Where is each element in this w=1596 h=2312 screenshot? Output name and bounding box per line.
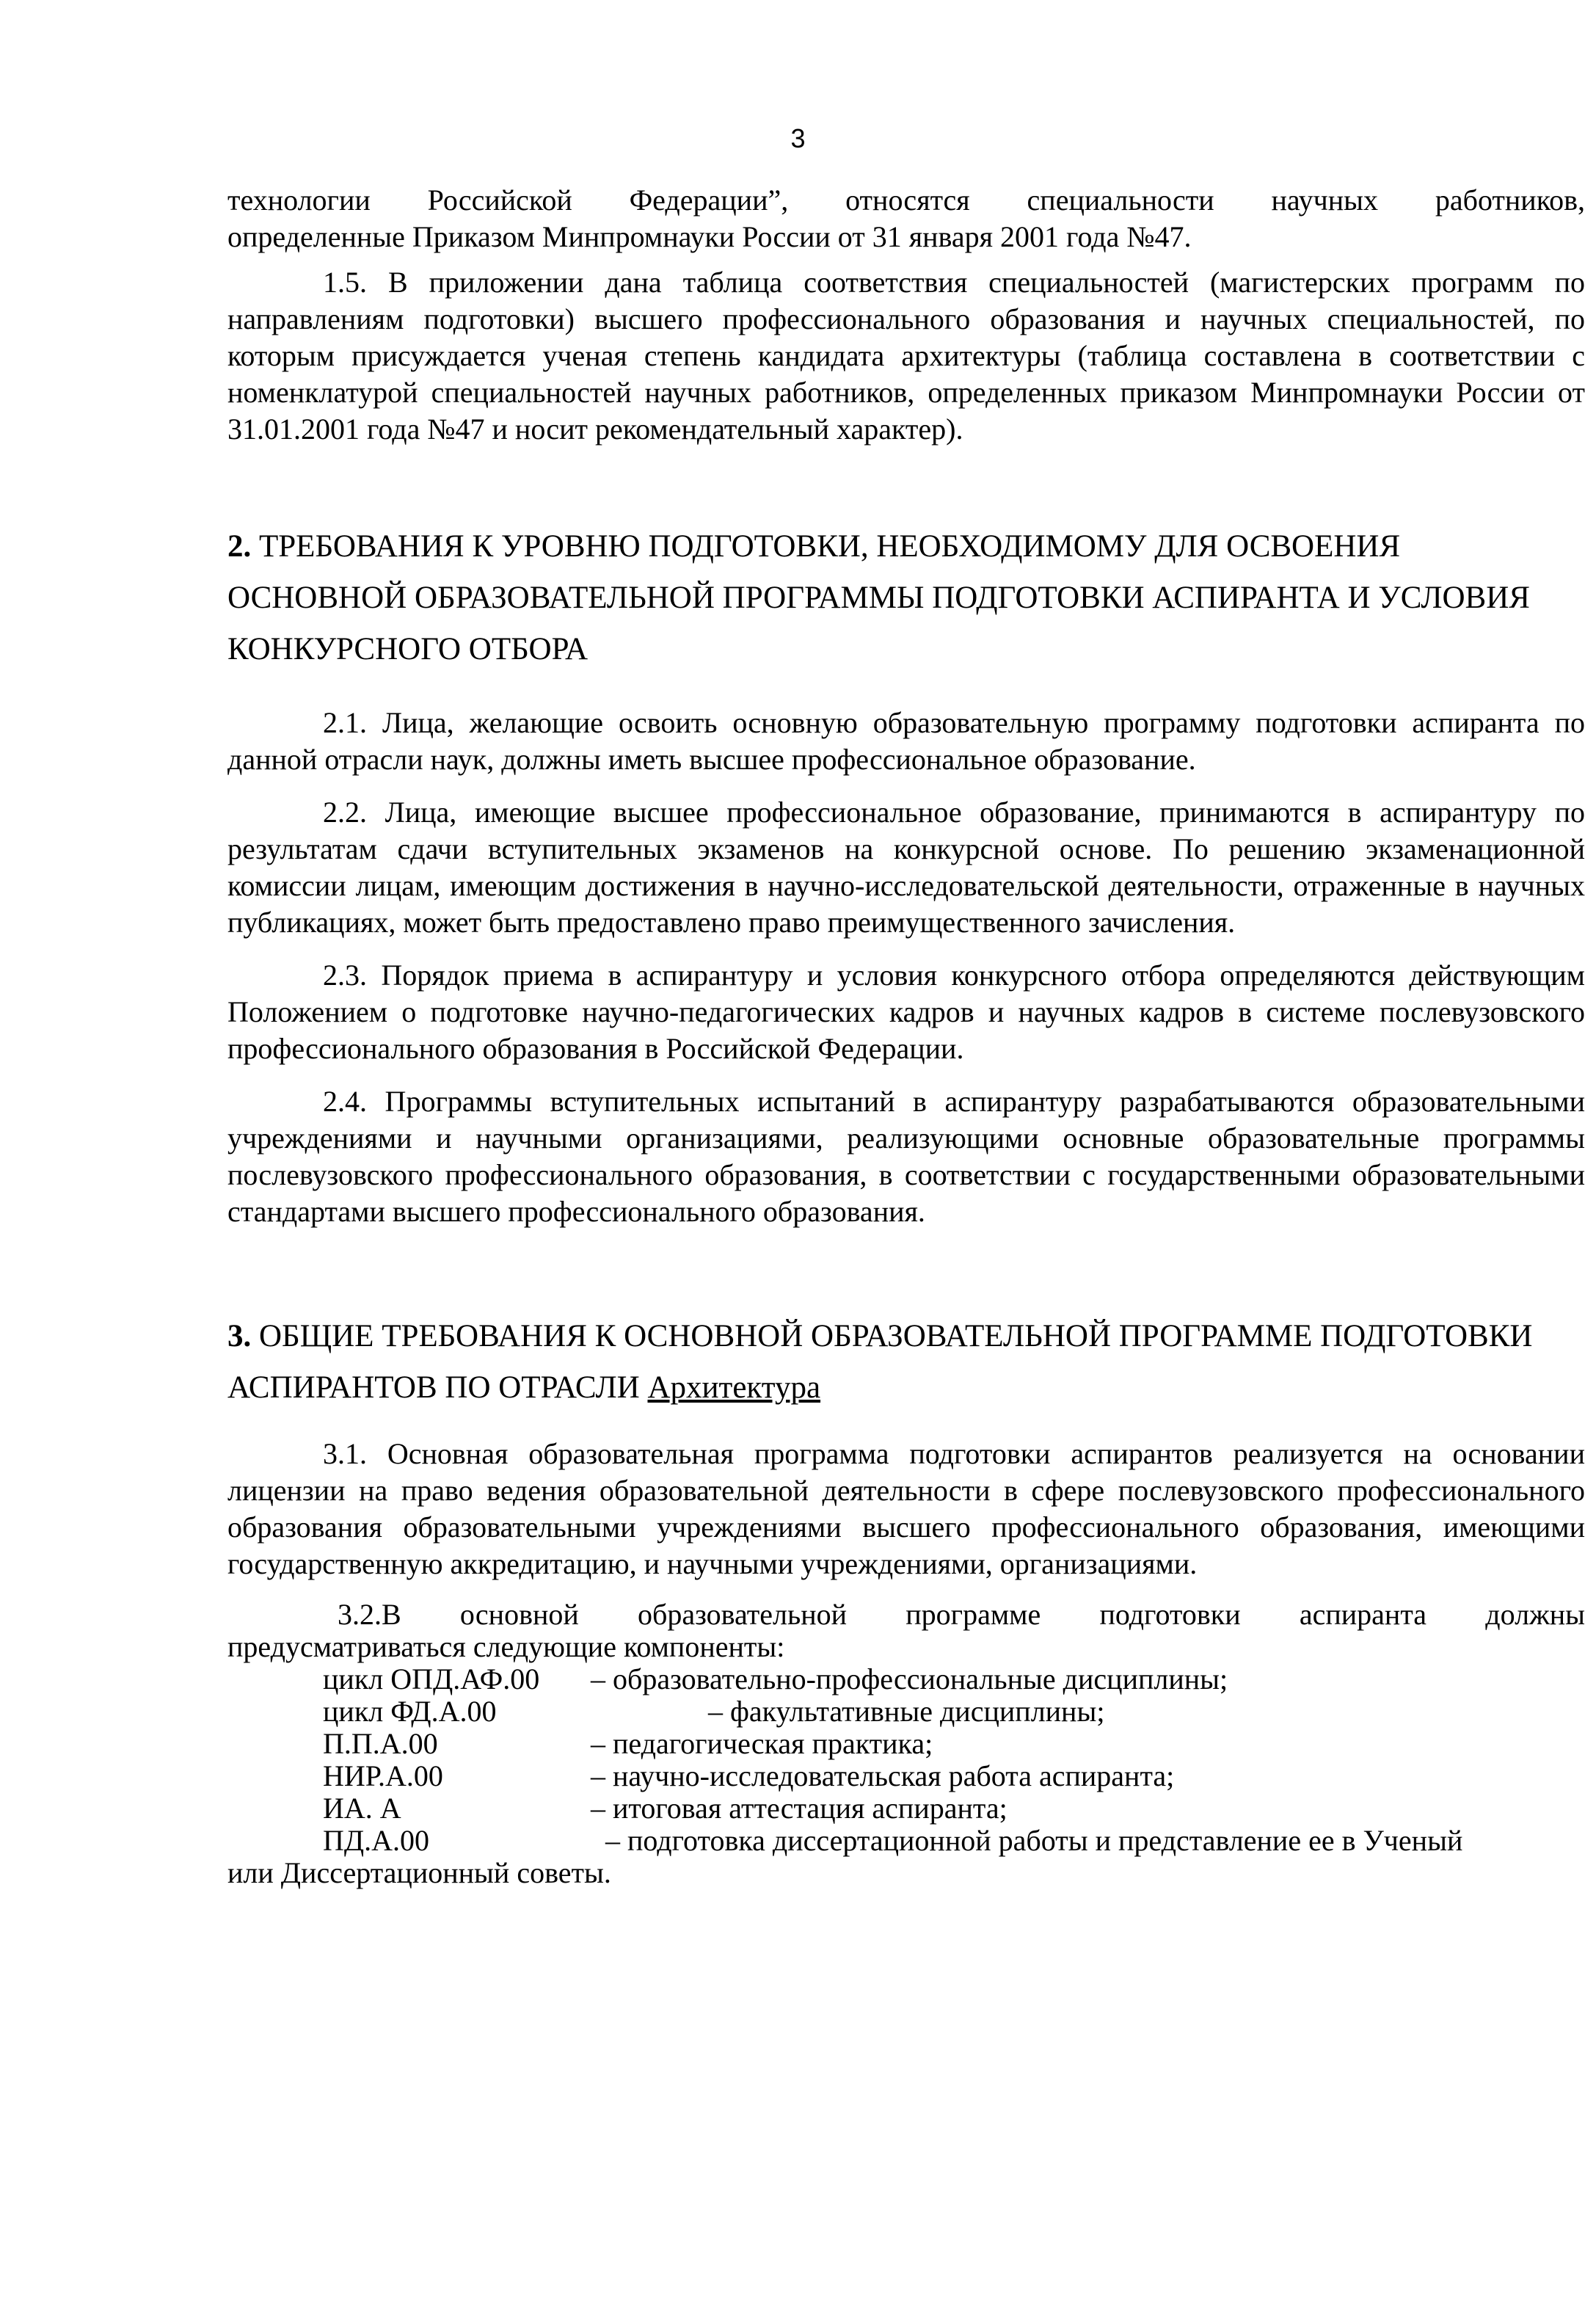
paragraph-2-4: 2.4. Программы вступительных испытаний в аспирантуру разрабатываются образовательными учреждениями и научными организациями, реализующими основные образовательные программы послевузовского профессионального образования, в соответствии с государственными образовательными стандартами высшего профессионального образования.	[227, 1085, 1585, 1228]
section-2-number: 2.	[227, 529, 252, 564]
section-2-title-line-3: КОНКУРСНОГО ОТБОРА	[227, 632, 589, 666]
list-item	[227, 1695, 1585, 1728]
section-2-title-line-2: ОСНОВНОЙ ОБРАЗОВАТЕЛЬНОЙ ПРОГРАММЫ ПОДГОТОВКИ АСПИРАНТА И УСЛОВИЯ	[227, 581, 1530, 615]
field-name-underlined: Архитектура	[647, 1370, 821, 1405]
component-code: П.П.А.00	[323, 1727, 438, 1760]
intro-line-1: технологии Российской Федерации”, относятся специальности научных работников,	[227, 183, 1585, 217]
section-3-heading	[227, 1311, 1585, 1414]
section-2-heading	[227, 521, 1585, 675]
list-item	[227, 1760, 1585, 1792]
page-number: 3	[790, 123, 806, 153]
section-2-title-line-1: 2. ТРЕБОВАНИЯ К УРОВНЮ ПОДГОТОВКИ, НЕОБХОДИМОМУ ДЛЯ ОСВОЕНИЯ	[227, 529, 1401, 564]
component-desc: – итоговая аттестация аспиранта;	[591, 1792, 1007, 1825]
paragraph-3-2-line-2: предусматриваться следующие компоненты:	[227, 1630, 785, 1663]
list-item	[227, 1825, 1585, 1857]
document-page	[227, 117, 1585, 1889]
intro-paragraph	[227, 117, 1585, 255]
paragraph-2-1: 2.1. Лица, желающие освоить основную образовательную программу подготовки аспиранта по данной отрасли наук, должны иметь высшее профессиональное образование.	[227, 706, 1585, 776]
paragraph-3-1: 3.1. Основная образовательная программа подготовки аспирантов реализуется на основании лицензии на право ведения образовательной деятельности в сфере послевузовского профессионального образования образовательными учреждениями высшего профессионального образования, имеющими государственную аккредитацию, и научными учреждениями, организациями.	[227, 1437, 1585, 1580]
section-3-title-line-1: 3. ОБЩИЕ ТРЕБОВАНИЯ К ОСНОВНОЙ ОБРАЗОВАТЕЛЬНОЙ ПРОГРАММЕ ПОДГОТОВКИ	[227, 1319, 1533, 1353]
paragraph-3-2-line-1: 3.2.В основной образовательной программе подготовки аспиранта должны	[338, 1598, 1585, 1631]
paragraph-1-5: 1.5. В приложении дана таблица соответствия специальностей (магистерских программ по направлениям подготовки) высшего профессионального образования и научных специальностей, по которым присуждается ученая степень кандидата архитектуры (таблица составлена в соответствии с номенклатурой специальностей научных работников, определенных приказом Минпромнауки России от 31.01.2001 года №47 и носит рекомендательный характер).	[227, 266, 1585, 446]
component-desc: – образовательно-профессиональные дисциплины;	[591, 1662, 1228, 1695]
components-tail: или Диссертационный советы.	[227, 1856, 611, 1889]
component-desc: – факультативные дисциплины;	[708, 1695, 1105, 1728]
components-list	[227, 1663, 1585, 1889]
paragraph-2-3: 2.3. Порядок приема в аспирантуру и условия конкурсного отбора определяются действующим Положением о подготовке научно-педагогических кадров и научных кадров в системе послевузовского профессионального образования в Российской Федерации.	[227, 959, 1585, 1065]
component-desc: – подготовка диссертационной работы и представление ее в Ученый	[605, 1824, 1463, 1857]
component-code: цикл ФД.А.00	[323, 1695, 497, 1728]
component-desc: – педагогическая практика;	[591, 1727, 933, 1760]
component-desc: – научно-исследовательская работа аспиранта;	[591, 1759, 1175, 1792]
section-3-title-line-2: АСПИРАНТОВ ПО ОТРАСЛИ Архитектура	[227, 1370, 821, 1405]
list-item	[227, 1663, 1585, 1695]
intro-line-2: определенные Приказом Минпромнауки России от 31 января 2001 года №47.	[227, 220, 1192, 253]
paragraph-2-2: 2.2. Лица, имеющие высшее профессиональное образование, принимаются в аспирантуру по результатам сдачи вступительных экзаменов на конкурсной основе. По решению экзаменационной комиссии лицам, имеющим достижения в научно-исследовательской деятельности, отраженные в научных публикациях, может быть предоставлено право преимущественного зачисления.	[227, 796, 1585, 939]
component-code: ИА. А	[323, 1792, 401, 1825]
paragraph-3-2	[227, 1599, 1585, 1663]
component-code: цикл ОПД.АФ.00	[323, 1662, 540, 1695]
list-item	[227, 1792, 1585, 1825]
section-3-number: 3.	[227, 1319, 252, 1353]
list-item	[227, 1728, 1585, 1760]
component-code: НИР.А.00	[323, 1759, 443, 1792]
component-code: ПД.А.00	[323, 1824, 430, 1857]
